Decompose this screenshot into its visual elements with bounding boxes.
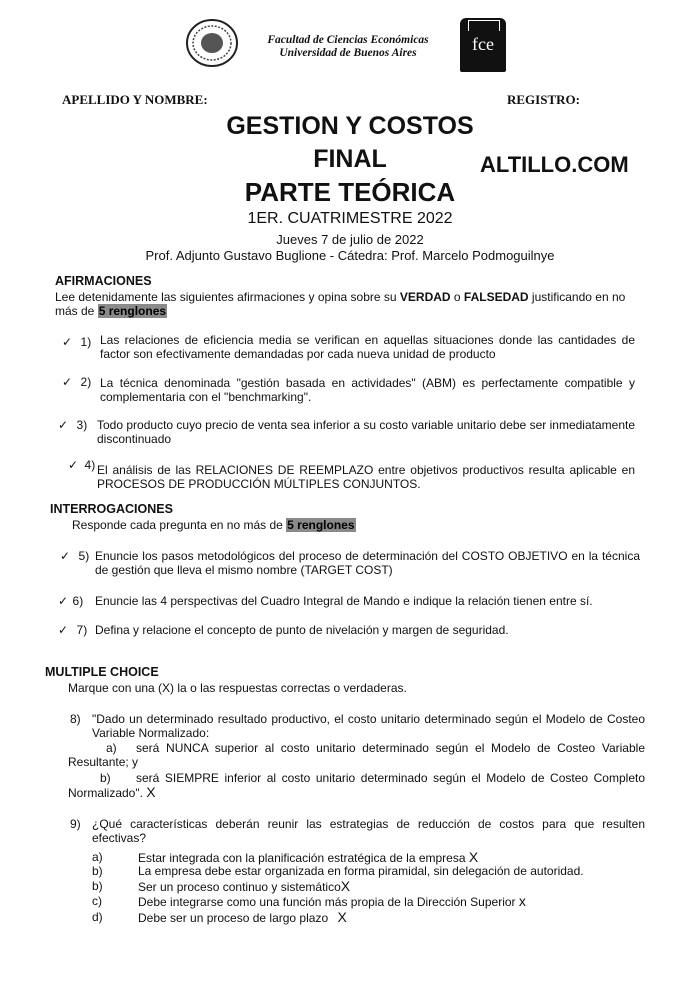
item-number: 5) <box>78 549 90 563</box>
question-8-option-b <box>68 771 645 800</box>
list-item <box>58 621 87 639</box>
instr-text: Responde cada pregunta en no más de <box>72 518 287 532</box>
item-number: 4) <box>84 458 96 472</box>
item-number: 8) <box>70 712 81 726</box>
item-number: 6) <box>72 594 84 608</box>
question-9-option <box>138 910 638 925</box>
section-afirmaciones: AFIRMACIONES <box>55 274 152 288</box>
check-mark-icon: ✓ <box>60 549 71 563</box>
item-number: 2) <box>80 375 92 389</box>
x-mark-icon: x <box>518 893 526 909</box>
title-final: FINAL <box>313 145 387 173</box>
question-5: Enuncie los pasos metodológicos del proceso de determinación del COSTO OBJETIVO en la técnica de gestión que lleva el mismo nombre (TARGET COST) <box>95 549 640 577</box>
highlight-limit: 5 renglones <box>287 518 355 532</box>
statement-1: Las relaciones de eficiencia media se verifican en aquellas situaciones donde las cantidades de factor son efectivamente demandadas por cada nueva unidad de producto <box>100 333 635 361</box>
title-main: GESTION Y COSTOS <box>226 112 474 140</box>
registro-label: REGISTRO: <box>507 92 580 107</box>
question-8-stem: "Dado un determinado resultado productivo, el costo unitario determinado según el Modelo de Costeo Variable Normalizado: <box>92 712 645 740</box>
list-item <box>58 592 83 610</box>
question-9-option: La empresa debe estar organizada en forma piramidal, sin delegación de autoridad. <box>138 864 584 878</box>
option-text: Estar integrada con la planificación estratégica de la empresa <box>138 851 466 865</box>
watermark-altillo: ALTILLO.COM <box>480 152 629 177</box>
option-letter: d) <box>92 910 103 924</box>
statement-3: Todo producto cuyo precio de venta sea inferior a su costo variable unitario debe ser inmediatamente discontinuado <box>97 418 635 446</box>
x-mark-icon: X <box>340 878 351 894</box>
check-mark-icon: ✓ <box>58 594 69 608</box>
university-name: Universidad de Buenos Aires <box>279 47 417 59</box>
check-mark-icon: ✓ <box>62 335 73 349</box>
instr-verdad: VERDAD <box>399 290 451 304</box>
statement-2: La técnica denominada "gestión basada en actividades" (ABM) es perfectamente compatible y complementaria con el "benchmarking". <box>100 376 635 404</box>
institution-name <box>248 34 448 60</box>
check-mark-icon: ✓ <box>58 418 69 432</box>
interrogaciones-instructions <box>72 518 356 532</box>
instr-text: justificando en no <box>528 290 626 304</box>
list-item <box>60 547 89 565</box>
instr-text: más de <box>55 304 98 318</box>
list-item <box>62 333 91 351</box>
question-9-option <box>138 879 638 894</box>
option-text: Ser un proceso continuo y sistemático <box>138 880 341 894</box>
title-part: PARTE TEÓRICA <box>244 177 456 207</box>
check-mark-icon: ✓ <box>58 623 69 637</box>
item-number: 9) <box>70 817 81 831</box>
instr-text: Lee detenidamente las siguientes afirmaciones y opina sobre su <box>55 290 400 304</box>
uba-seal-icon <box>185 18 239 68</box>
multiple-instructions: Marque con una (X) la o las respuestas correctas o verdaderas. <box>68 681 407 695</box>
fce-logo <box>460 18 506 72</box>
highlight-limit: 5 renglones <box>98 304 167 318</box>
option-letter: b) <box>92 864 103 878</box>
period: 1ER. CUATRIMESTRE 2022 <box>247 210 453 227</box>
option-letter: c) <box>92 894 102 908</box>
option-letter: a) <box>106 741 117 755</box>
faculty-name: Facultad de Ciencias Económicas <box>267 34 429 46</box>
list-item <box>58 416 87 434</box>
option-letter: b) <box>92 879 103 893</box>
question-7: Defina y relacione el concepto de punto de nivelación y margen de seguridad. <box>95 623 509 637</box>
logo-text: fce <box>472 34 494 54</box>
professors: Prof. Adjunto Gustavo Buglione - Cátedra: Prof. Marcelo Podmoguilnye <box>145 248 555 263</box>
question-8-option-a: será NUNCA superior al costo unitario determinado según el Modelo de Costeo Variable Resultante; y <box>68 741 645 769</box>
instr-text: o <box>450 290 464 304</box>
x-mark-icon: X <box>337 909 347 925</box>
section-multiple-choice: MULTIPLE CHOICE <box>45 665 159 679</box>
instr-falsedad: FALSEDAD <box>463 290 529 304</box>
check-mark-icon: ✓ <box>68 458 79 472</box>
question-9-stem: ¿Qué características deberán reunir las estrategias de reducción de costos para que resulten efectivas? <box>92 817 645 845</box>
item-number: 1) <box>80 335 92 349</box>
question-9-option <box>138 850 638 865</box>
option-letter: b) <box>100 771 111 785</box>
option-text: será SIEMPRE inferior al costo unitario determinado según el Modelo de Costeo Completo Normalizado". <box>68 771 645 800</box>
option-text: Debe ser un proceso de largo plazo <box>138 911 329 925</box>
option-letter: a) <box>92 850 103 864</box>
exam-date: Jueves 7 de julio de 2022 <box>276 232 424 247</box>
section-interrogaciones: INTERROGACIONES <box>50 502 173 516</box>
check-mark-icon: ✓ <box>62 375 73 389</box>
name-label: APELLIDO Y NOMBRE: <box>62 92 208 107</box>
statement-4: El análisis de las RELACIONES DE REEMPLAZO entre objetivos productivos resulta aplicable en PROCESOS DE PRODUCCIÓN MÚLTIPLES CONJUNTOS. <box>97 463 635 491</box>
question-9-option <box>138 894 638 909</box>
x-mark-icon: X <box>146 784 156 800</box>
x-mark-icon: X <box>468 849 479 865</box>
option-text: Debe integrarse como una función más propia de la Dirección Superior <box>138 895 516 909</box>
list-item <box>62 373 91 391</box>
item-number: 3) <box>76 418 88 432</box>
question-6: Enuncie las 4 perspectivas del Cuadro Integral de Mando e indique la relación tienen entre sí. <box>95 594 593 608</box>
afirmaciones-instructions <box>55 290 645 318</box>
list-item <box>68 456 95 474</box>
item-number: 7) <box>76 623 88 637</box>
